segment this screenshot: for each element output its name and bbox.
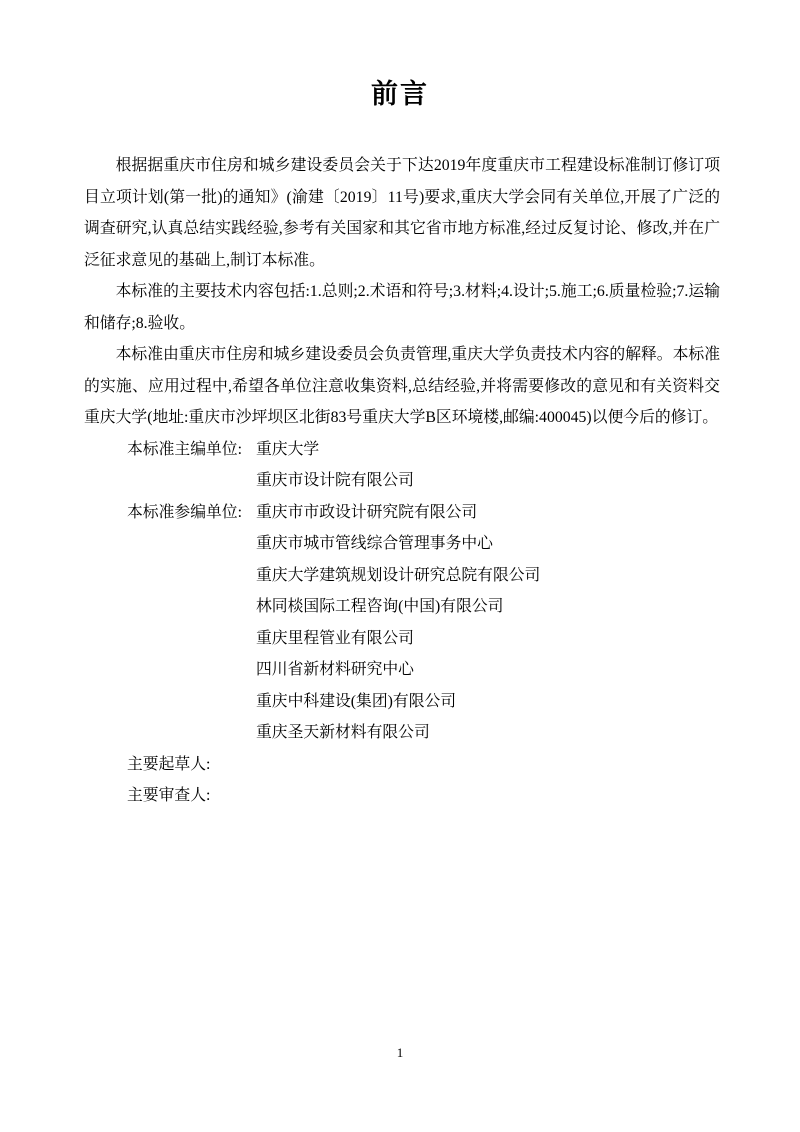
participating-editor-entry: 四川省新材料研究中心	[256, 661, 414, 678]
chief-editor-label: 本标准主编单位:	[127, 440, 242, 458]
participating-editor-entry: 重庆圣天新材料有限公司	[256, 724, 430, 741]
participating-editor-entry: 重庆市市政设计研究院有限公司	[256, 503, 478, 521]
participating-editor-entry: 重庆里程管业有限公司	[256, 629, 414, 647]
chief-editor-block	[84, 434, 720, 497]
reviewers-line: 主要审查人:	[127, 787, 211, 804]
chief-editor-entry: 重庆大学	[256, 440, 320, 458]
page-title: 前言	[371, 79, 429, 109]
chief-editor-entry: 重庆市设计院有限公司	[256, 472, 414, 489]
body-paragraph-basis: 根据据重庆市住房和城乡建设委员会关于下达2019年度重庆市工程建设标准制订修订项目立项计划(第一批)的通知》(渝建〔2019〕11号)要求,重庆大学会同有关单位,开展了广泛的调查研究,认真总结实践经验,参考有关国家和其它省市地方标准,经过反复讨论、修改,并在广泛征求意见的基础上,制订本标准。	[84, 157, 720, 269]
drafters-line: 主要起草人:	[127, 755, 211, 773]
page-number: 1	[396, 1045, 404, 1060]
body-paragraph-management: 本标准由重庆市住房和城乡建设委员会负责管理,重庆大学负责技术内容的解释。本标准的实施、应用过程中,希望各单位注意收集资料,总结经验,并将需要修改的意见和有关资料交重庆大学(地址:重庆市沙坪坝区北街83号重庆大学B区环境楼,邮编:400045)以便今后的修订。	[84, 346, 720, 426]
participating-editors-block	[84, 497, 720, 749]
participating-editor-entry: 重庆市城市管线综合管理事务中心	[256, 535, 493, 552]
document-body	[84, 150, 720, 812]
participating-editor-entry: 重庆中科建设(集团)有限公司	[256, 692, 457, 710]
participating-editors-label: 本标准参编单位:	[127, 503, 242, 521]
body-paragraph-contents: 本标准的主要技术内容包括:1.总则;2.术语和符号;3.材料;4.设计;5.施工;6.质量检验;7.运输和储存;8.验收。	[84, 283, 720, 332]
participating-editor-entry: 林同棪国际工程咨询(中国)有限公司	[256, 598, 504, 615]
participating-editor-entry: 重庆大学建筑规划设计研究总院有限公司	[256, 566, 541, 584]
